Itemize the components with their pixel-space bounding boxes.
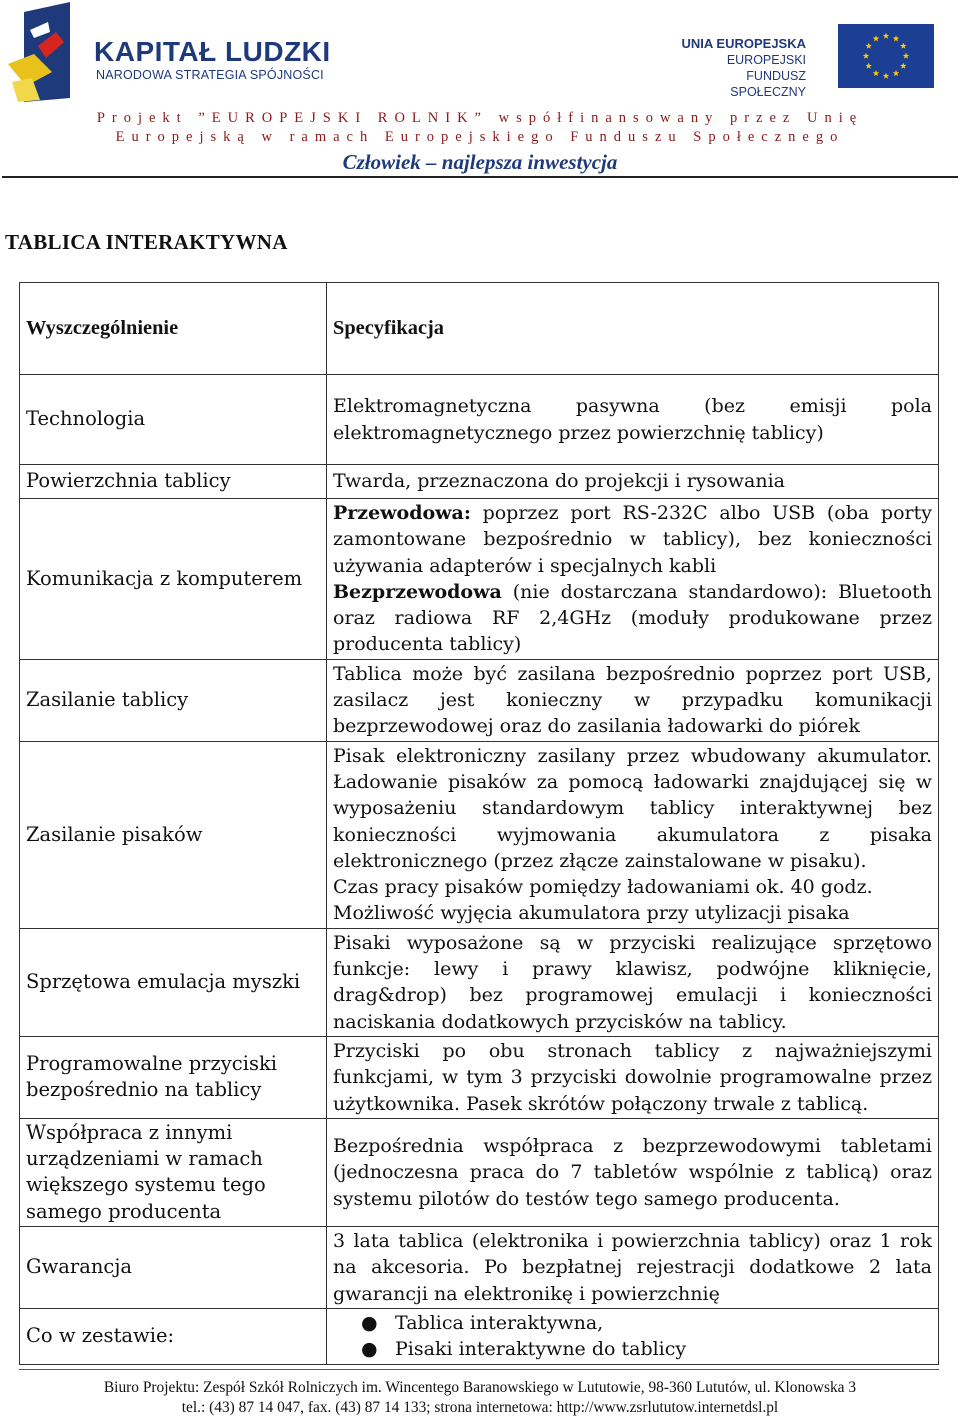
row-value: Twarda, przeznaczona do projekcji i rysowania [327, 465, 939, 499]
row-label: Zasilanie tablicy [20, 659, 327, 741]
motto: Człowiek – najlepsza inwestycja [342, 150, 618, 174]
wireless-label: Bezprzewodowa [333, 580, 502, 603]
table-row [20, 499, 939, 660]
column-header-spec: Specyfikacja [327, 283, 939, 375]
eu-flag-icon [838, 24, 934, 88]
wireless-text: (nie dostarczana standardowo): Bluetooth oraz radiowa RF 2,4GHz (moduły produkowane przez producenta tablicy) [333, 580, 933, 656]
document-title: TABLICA INTERAKTYWNA [5, 230, 288, 254]
spec-paragraph: Czas pracy pisaków pomiędzy ładowaniami ok. 40 godz. [333, 876, 873, 899]
spec-line: elektromagnetycznego przez powierzchnię tablicy) [333, 421, 824, 444]
row-value: 3 lata tablica (elektronika i powierzchnia tablicy) oraz 1 rok na akcesoria. Po bezpłatnej rejestracji dodatkowe 2 lata gwarancji na elektronikę i powierzchnię [327, 1227, 939, 1309]
row-label: Technologia [20, 375, 327, 465]
kit-list [333, 1310, 932, 1363]
eu-line-1: UNIA EUROPEJSKA [681, 36, 806, 51]
row-value: Tablica może być zasilana bezpośrednio poprzez port USB, zasilacz jest konieczny w przypadku komunikacji bezprzewodowej oraz do zasilania ładowarki do piórek [327, 659, 939, 741]
table-row [20, 1036, 939, 1118]
bullet-icon: ● [361, 1312, 378, 1335]
spec-line: Elektromagnetyczna pasywna (bez emisji pola [333, 395, 932, 418]
spec-paragraph: Możliwość wyjęcia akumulatora przy utylizacji pisaka [333, 902, 850, 925]
kapital-ludzki-logo [4, 2, 74, 110]
table-row [20, 1308, 939, 1364]
column-header-item: Wyszczególnienie [20, 283, 327, 375]
row-value [327, 1308, 939, 1364]
project-line-2: Europejską w ramach Europejskiego Funduszu Społecznego [115, 129, 845, 145]
specification-table [19, 282, 939, 1365]
table-row [20, 659, 939, 741]
table-header-row [20, 283, 939, 375]
row-label: Powierzchnia tablicy [20, 465, 327, 499]
program-title: KAPITAŁ LUDZKI [94, 36, 331, 67]
spec-paragraph: Pisak elektroniczny zasilany przez wbudowany akumulator. Ładowanie pisaków za pomocą ładowarki znajdującej się w wyposażeniu standardowym tablicy interaktywnej bez konieczności wyjmowania akumulatora z pisaka elektronicznego (przez złącze zainstalowane w pisaku). [333, 744, 932, 872]
eu-line-3: FUNDUSZ SPOŁECZNY [730, 69, 806, 99]
row-label: Programowalne przyciski bezpośrednio na tablicy [20, 1036, 327, 1118]
table-row [20, 1227, 939, 1309]
wired-text: poprzez port RS-232C albo USB (oba porty zamontowane bezpośrednio w tablicy), bez konieczności używania adapterów i specjalnych kabli [333, 502, 932, 577]
table-row [20, 465, 939, 499]
row-label: Zasilanie pisaków [20, 741, 327, 928]
bullet-icon: ● [361, 1338, 378, 1361]
row-label: Gwarancja [20, 1227, 327, 1309]
project-line-1: Projekt ”EUROPEJSKI ROLNIK” współfinansowany przez Unię [96, 110, 864, 126]
table-row [20, 928, 939, 1036]
page-header [0, 0, 960, 180]
table-row [20, 375, 939, 465]
row-value: Bezpośrednia współpraca z bezprzewodowymi tabletami (jednoczesna praca do 7 tabletów wspólnie z tablicą) oraz systemu pilotów do testów tego samego producenta. [327, 1118, 939, 1226]
list-item: ● Pisaki interaktywne do tablicy [395, 1336, 932, 1362]
eu-line-2: EUROPEJSKI [726, 53, 806, 67]
row-value [327, 741, 939, 928]
row-value: Pisaki wyposażone są w przyciski realizujące sprzętowo funkcje: lewy i prawy klawisz, podwójne kliknięcie, drag&drop) bez programowej emulacji i konieczności naciskania dodatkowych przycisków na tablicy. [327, 928, 939, 1036]
row-value: Przyciski po obu stronach tablicy z najważniejszymi funkcjami, w tym 3 przyciski dowolnie programowalne przez użytkownika. Pasek skrótów połączony trwale z tablicą. [327, 1036, 939, 1118]
footer-contact: tel.: (43) 87 14 047, fax. (43) 87 14 133; strona internetowa: http://www.zsrlututow.internetdsl.pl [181, 1399, 779, 1416]
row-label: Komunikacja z komputerem [20, 499, 327, 660]
row-label: Współpraca z innymi urządzeniami w ramach większego systemu tego samego producenta [20, 1118, 327, 1226]
wired-label: Przewodowa: [333, 502, 471, 524]
footer-divider [19, 1369, 939, 1370]
eu-logo-block [674, 24, 934, 99]
table-row [20, 741, 939, 928]
program-subtitle: NARODOWA STRATEGIA SPÓJNOŚCI [96, 68, 324, 82]
header-divider [2, 176, 958, 178]
row-value [327, 375, 939, 465]
row-label: Sprzętowa emulacja myszki [20, 928, 327, 1036]
list-item: ● Tablica interaktywna, [395, 1310, 932, 1336]
footer-address: Biuro Projektu: Zespół Szkół Rolniczych im. Wincentego Baranowskiego w Lututowie, 98-360 Lututów, ul. Klonowska 3 [103, 1379, 857, 1396]
row-value [327, 499, 939, 660]
table-row [20, 1118, 939, 1226]
eu-text [674, 36, 806, 100]
row-label: Co w zestawie: [20, 1308, 327, 1364]
